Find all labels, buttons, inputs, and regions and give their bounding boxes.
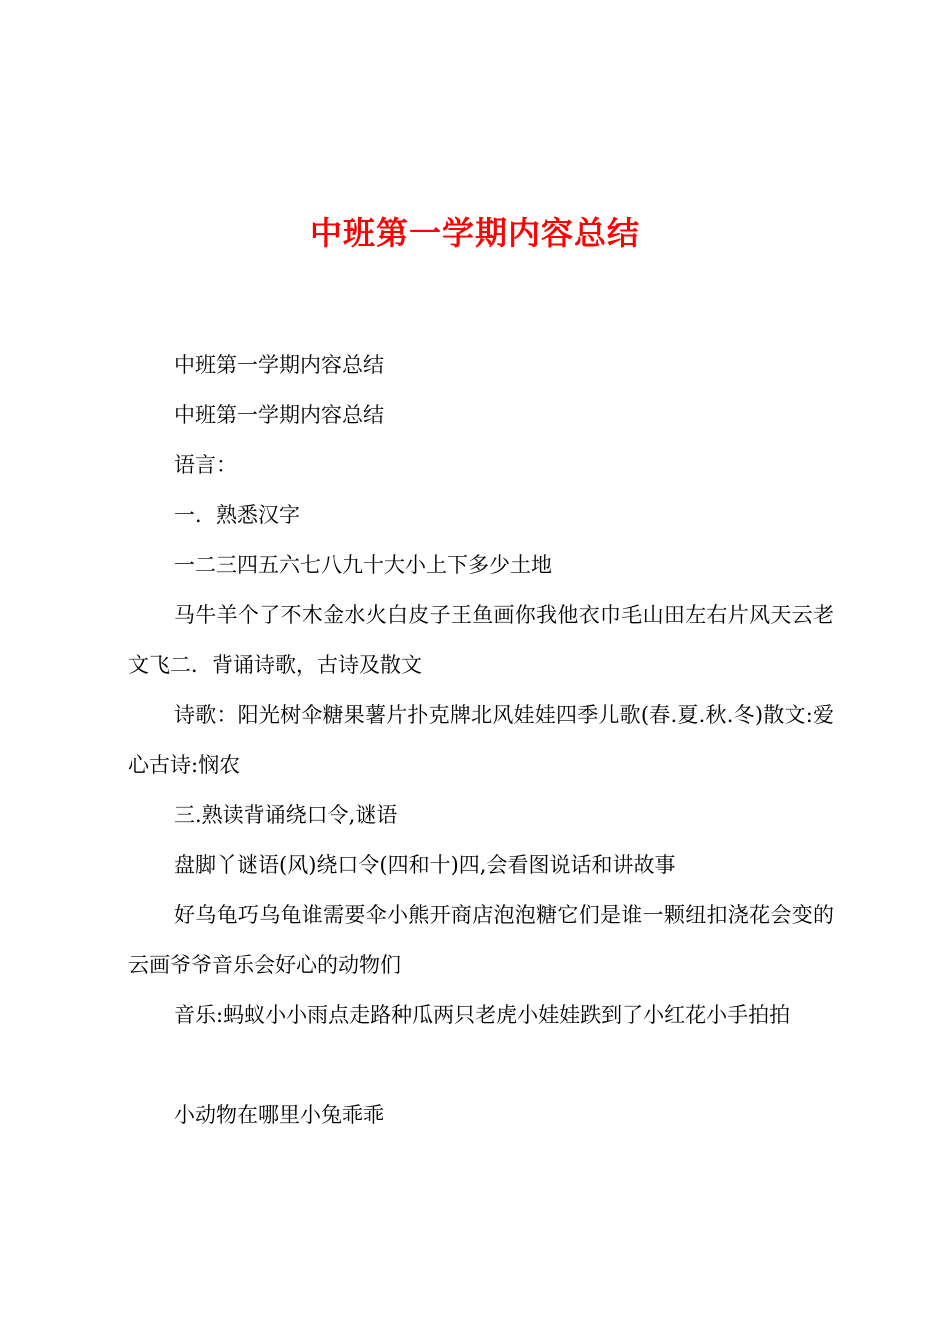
- paragraph-heading-repeat-2: 中班第一学期内容总结: [174, 403, 384, 427]
- paragraph-heading-repeat-1: 中班第一学期内容总结: [174, 353, 384, 377]
- paragraph-gap: [128, 1040, 834, 1090]
- paragraph-section-three: 三.熟读背诵绕口令,谜语: [174, 803, 398, 827]
- paragraph-poems: 诗歌：阳光树伞糖果薯片扑克牌北风娃娃四季儿歌(春.夏.秋.冬)散文:爱心古诗:悯农: [128, 703, 834, 777]
- paragraph-characters-line-2: 马牛羊个了不木金水火白皮子王鱼画你我他衣巾毛山田左右片风天云老文飞二．背诵诗歌，古诗及散文: [128, 603, 834, 677]
- paragraph-characters-line-1: 一二三四五六七八九十大小上下多少土地: [174, 553, 552, 577]
- paragraph-language-label: 语言：: [174, 453, 237, 477]
- paragraph-music-continued: 小动物在哪里小兔乖乖: [174, 1103, 384, 1127]
- paragraph-stories: 好乌龟巧乌龟谁需要伞小熊开商店泡泡糖它们是谁一颗纽扣浇花会变的云画爷爷音乐会好心的动物们: [128, 903, 834, 977]
- document-body: [128, 340, 834, 1140]
- paragraph-riddles: 盘脚丫谜语(风)绕口令(四和十)四,会看图说话和讲故事: [174, 853, 676, 877]
- document-title: 中班第一学期内容总结: [309, 214, 640, 252]
- paragraph-section-one: 一．熟悉汉字: [174, 503, 300, 527]
- paragraph-music: 音乐:蚂蚁小小雨点走路种瓜两只老虎小娃娃跌到了小红花小手拍拍: [174, 1003, 791, 1027]
